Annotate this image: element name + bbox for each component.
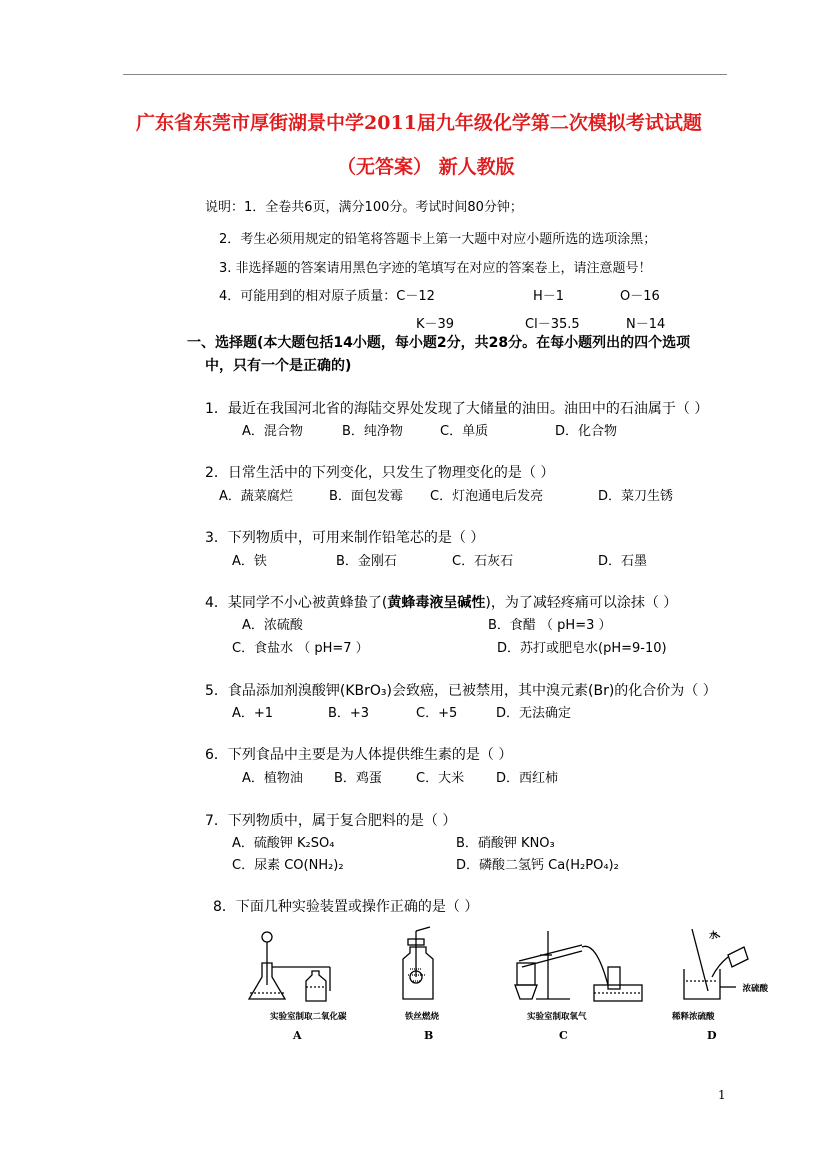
letter-d: D	[707, 1029, 717, 1042]
q6-option-b: B．鸡蛋	[334, 771, 382, 786]
question-8-stem: 8．下面几种实验装置或操作正确的是（ ）	[213, 899, 479, 915]
q4-option-a: A．浓硫酸	[242, 618, 303, 633]
q4-stem-highlight: 黄蜂毒液呈碱性	[387, 595, 486, 611]
section-heading-line1: 一、选择题(本大题包括14小题，每小题2分，共28分。在每小题列出的四个选项	[187, 335, 691, 351]
doc-title-line1: 广东省东莞市厚街湖景中学2011届九年级化学第二次模拟考试试题	[136, 112, 702, 134]
mass-k: K－39	[416, 317, 455, 332]
q3-option-c: C．石灰石	[452, 554, 514, 569]
header-rule	[123, 74, 727, 75]
q6-option-a: A．植物油	[242, 771, 303, 786]
q5-option-d: D．无法确定	[496, 706, 572, 721]
lab-apparatus-figure	[240, 925, 768, 1045]
question-1-stem: 1．最近在我国河北省的海陆交界处发现了大储量的油田。油田中的石油属于（ ）	[205, 401, 709, 417]
label-acid: 浓硫酸	[742, 984, 768, 994]
letter-b: B	[424, 1029, 434, 1042]
doc-title-line2: （无答案） 新人教版	[337, 156, 515, 178]
q4-option-d: D．苏打或肥皂水(pH=9-10)	[497, 641, 667, 656]
mass-o: O－16	[620, 289, 660, 304]
q4-option-b: B．食醋 （ pH=3 ）	[488, 618, 612, 633]
label-water: 水	[709, 931, 718, 941]
question-4-stem	[205, 592, 677, 612]
q1-option-b: B．纯净物	[342, 424, 403, 439]
q4-stem-end: )，为了减轻疼痛可以涂抹（ ）	[485, 595, 678, 611]
instruction-2: 2．考生必须用规定的铅笔将答题卡上第一大题中对应小题所选的选项涂黑；	[219, 232, 657, 247]
caption-a: 实验室制取二氧化碳	[270, 1012, 347, 1022]
q3-option-b: B．金刚石	[336, 554, 397, 569]
q6-option-c: C．大米	[416, 771, 465, 786]
apparatus-c-oxygen-preparation	[515, 931, 642, 1001]
mass-h: H－1	[533, 289, 565, 304]
caption-d: 稀释浓硫酸	[672, 1012, 715, 1022]
question-6-stem: 6．下列食品中主要是为人体提供维生素的是（ ）	[205, 747, 513, 763]
question-2-stem: 2．日常生活中的下列变化，只发生了物理变化的是（ ）	[205, 465, 555, 481]
section-heading-line2: 中，只有一个是正确的)	[205, 358, 352, 374]
mass-cl: Cl－35.5	[525, 317, 580, 332]
question-7-stem: 7．下列物质中，属于复合肥料的是（ ）	[205, 813, 457, 829]
apparatus-b-iron-burning	[403, 927, 433, 999]
instruction-3: 3. 非选择题的答案请用黑色字迹的笔填写在对应的答案卷上，请注意题号！	[219, 261, 652, 276]
q1-option-a: A．混合物	[242, 424, 303, 439]
page-number: 1	[718, 1088, 726, 1102]
q3-option-d: D．石墨	[598, 554, 648, 569]
instruction-1: 说明：1．全卷共6页，满分100分。考试时间80分钟；	[205, 200, 523, 215]
q7-option-a: A．硫酸钾 K₂SO₄	[232, 836, 335, 851]
q1-option-d: D．化合物	[555, 424, 618, 439]
q4-stem-start: 4．某同学不小心被黄蜂蛰了(	[205, 595, 388, 611]
q6-option-d: D．西红柿	[496, 771, 559, 786]
q5-option-a: A．+1	[232, 706, 274, 721]
caption-b: 铁丝燃烧	[405, 1012, 440, 1022]
q7-option-d: D．磷酸二氢钙 Ca(H₂PO₄)₂	[456, 858, 619, 873]
instruction-4: 4．可能用到的相对原子质量：C－12	[219, 289, 435, 304]
question-3-stem: 3．下列物质中，可用来制作铅笔芯的是（ ）	[205, 530, 485, 546]
question-5-stem: 5．食品添加剂溴酸钾(KBrO₃)会致癌，已被禁用，其中溴元素(Br)的化合价为（ ）	[205, 683, 717, 699]
q5-option-c: C．+5	[416, 706, 458, 721]
q7-option-b: B．硝酸钾 KNO₃	[456, 836, 555, 851]
q4-option-c: C．食盐水 （ pH=7 ）	[232, 641, 369, 656]
caption-c: 实验室制取氧气	[527, 1012, 587, 1022]
q2-option-a: A．蔬菜腐烂	[219, 489, 293, 504]
apparatus-a-co2-generator	[249, 932, 330, 1001]
q2-option-c: C．灯泡通电后发亮	[430, 489, 544, 504]
q1-option-c: C．单质	[440, 424, 489, 439]
q2-option-d: D．菜刀生锈	[598, 489, 674, 504]
letter-c: C	[559, 1029, 568, 1042]
mass-n: N－14	[626, 317, 666, 332]
letter-a: A	[293, 1029, 302, 1042]
q7-option-c: C．尿素 CO(NH₂)₂	[232, 858, 344, 873]
q3-option-a: A．铁	[232, 554, 267, 569]
q5-option-b: B．+3	[328, 706, 370, 721]
apparatus-drawings	[240, 925, 768, 1045]
q2-option-b: B．面包发霉	[329, 489, 403, 504]
